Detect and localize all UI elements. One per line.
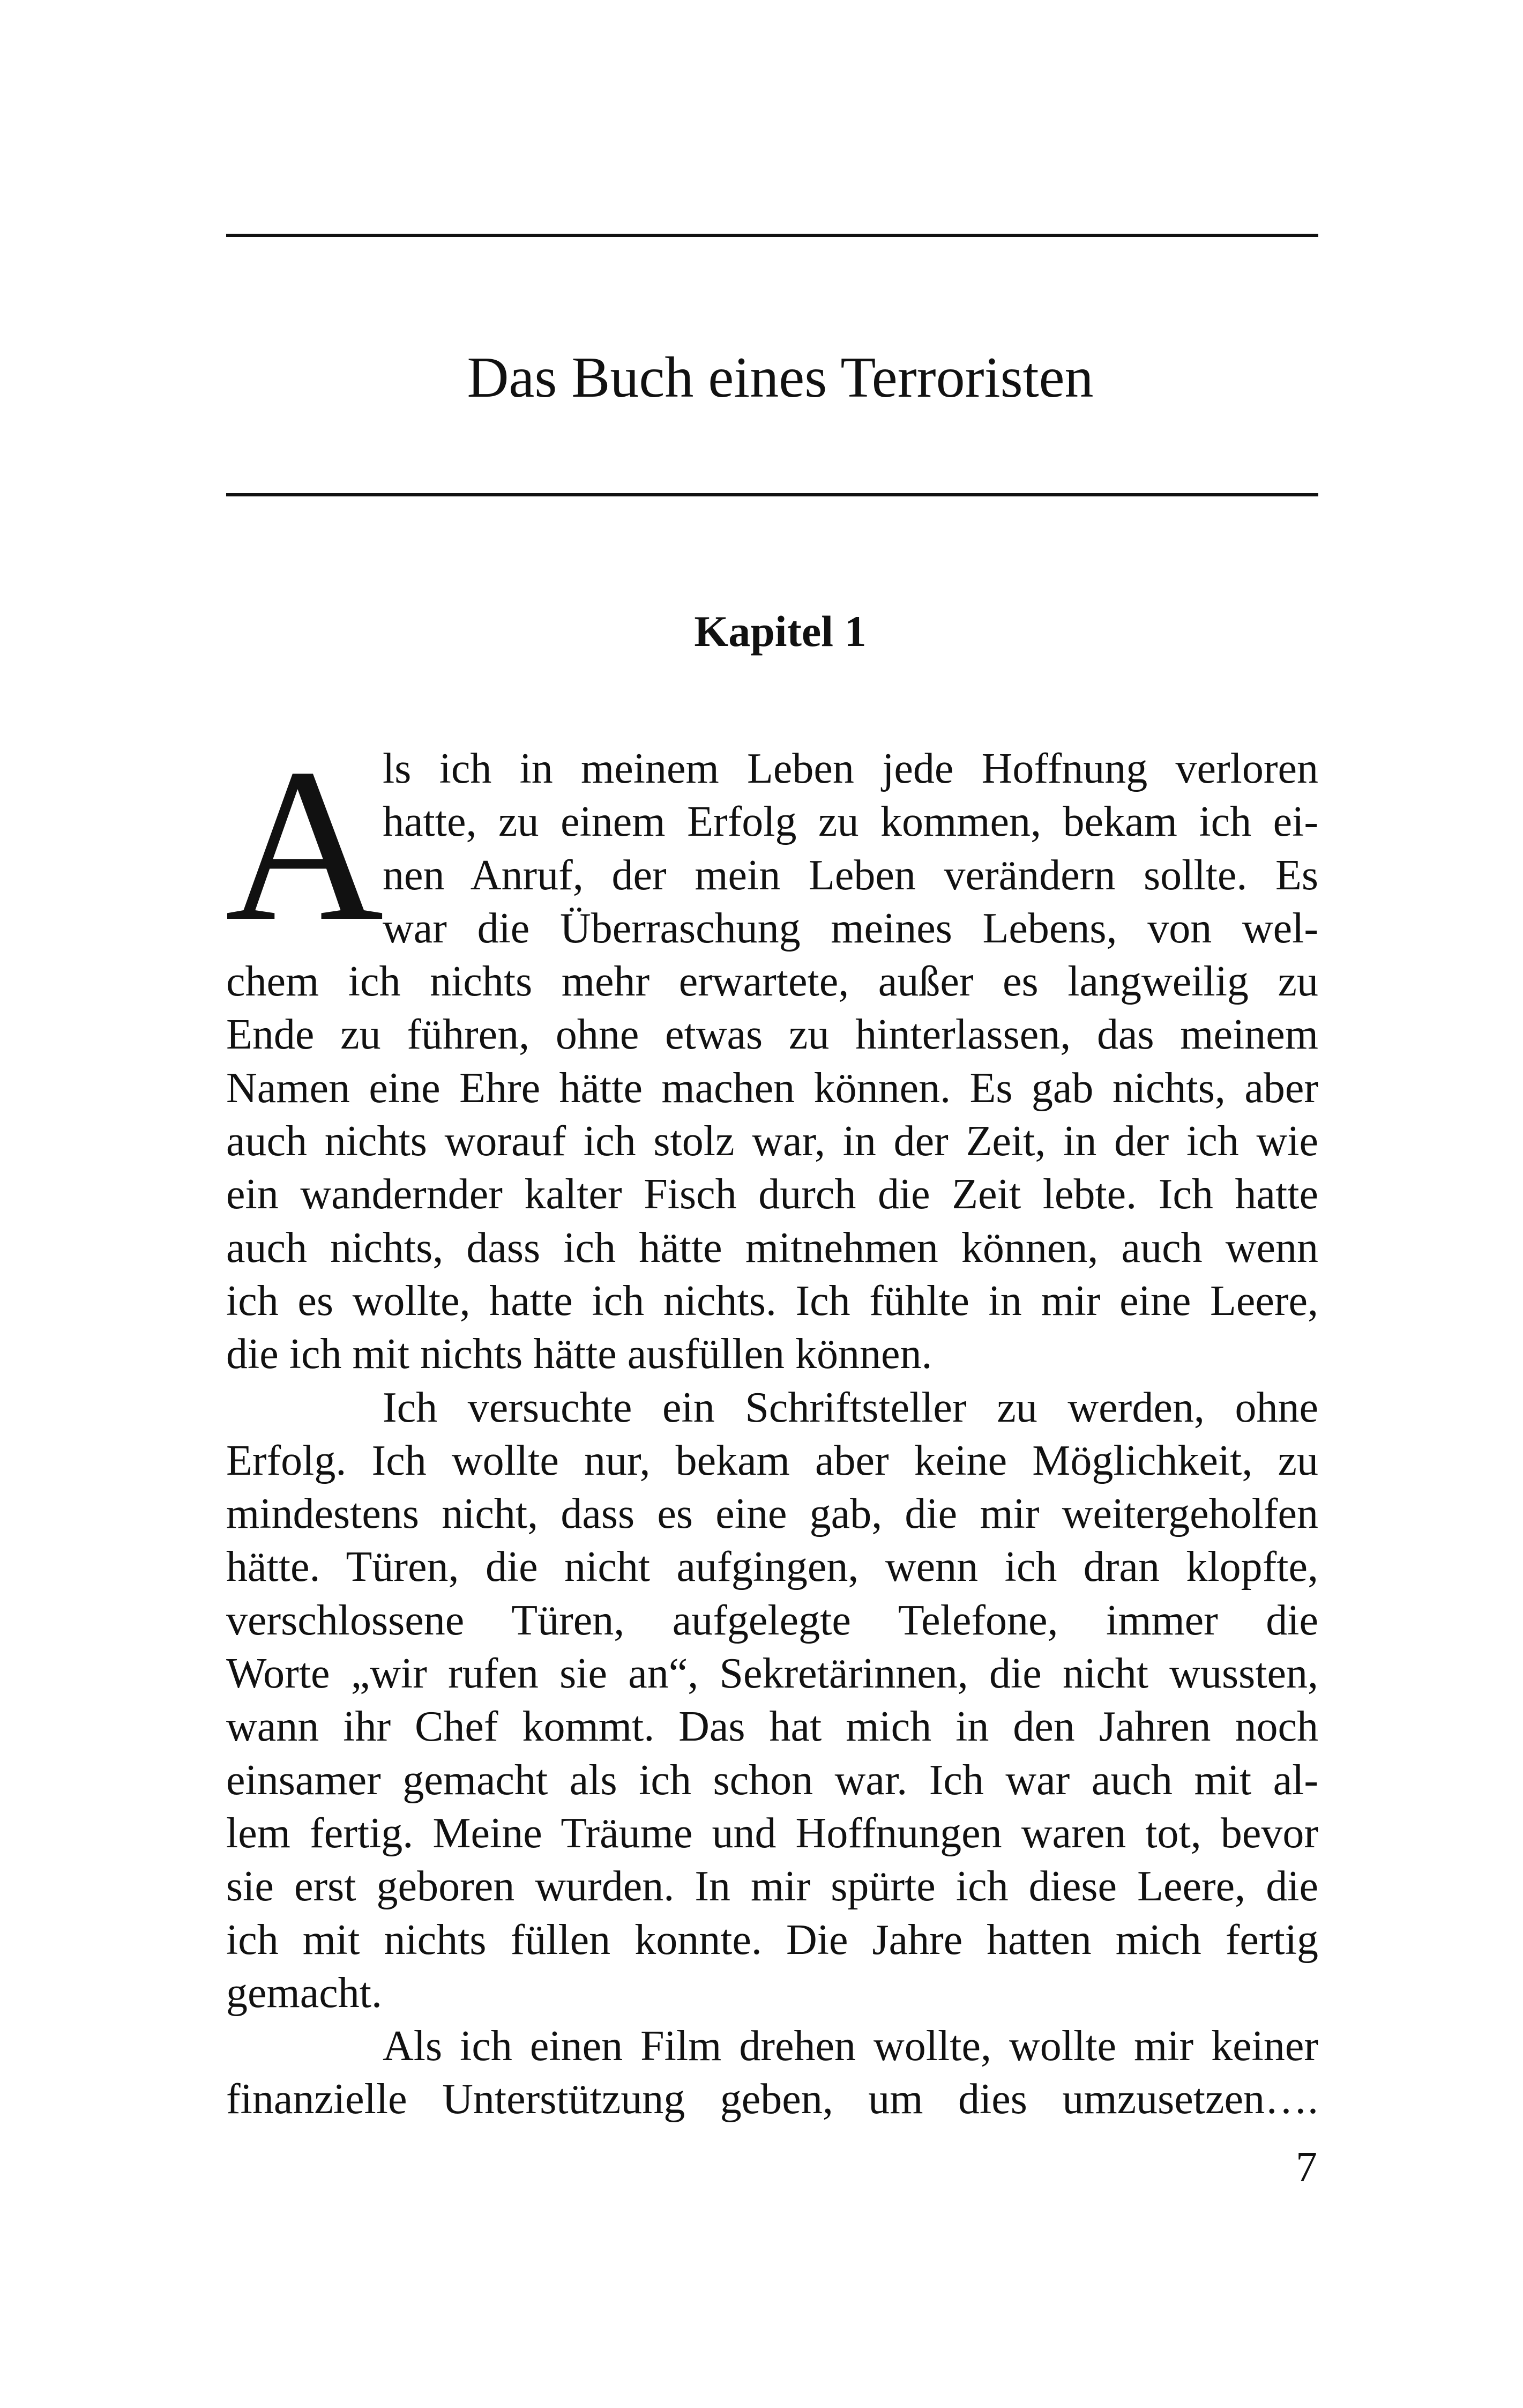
book-title: Das Buch eines Terroristen: [467, 346, 1094, 410]
body-text: [225, 723, 1318, 2127]
text-line: hätte. Türen, die nicht aufgingen, wenn ich dran klopfte,: [226, 1543, 1318, 1591]
drop-cap: A: [225, 723, 384, 967]
text-line: war die Überraschung meines Lebens, von wel-: [383, 904, 1318, 952]
text-line: wann ihr Chef kommt. Das hat mich in den Jahren noch: [226, 1703, 1318, 1751]
text-line: die ich mit nichts hätte ausfüllen können.: [226, 1331, 932, 1378]
text-line: ich mit nichts füllen konnte. Die Jahre hatten mich fertig: [226, 1916, 1318, 1964]
page-number: 7: [1296, 2144, 1317, 2191]
text-line: Ich versuchte ein Schriftsteller zu werden, ohne: [383, 1384, 1318, 1431]
text-line: Worte „wir rufen sie an“, Sekretärinnen, die nicht wussten,: [226, 1650, 1318, 1698]
top-rule: [226, 234, 1318, 237]
text-line: nen Anruf, der mein Leben verändern sollte. Es: [383, 851, 1318, 899]
text-line: ich es wollte, hatte ich nichts. Ich fühlte in mir eine Leere,: [226, 1277, 1318, 1325]
text-line: mindestens nicht, dass es eine gab, die mir weitergeholfen: [226, 1490, 1318, 1538]
chapter-title: Kapitel 1: [694, 607, 867, 656]
text-line: gemacht.: [226, 1969, 382, 2017]
text-line: Namen eine Ehre hätte machen können. Es gab nichts, aber: [226, 1064, 1318, 1112]
text-line: ein wandernder kalter Fisch durch die Zeit lebte. Ich hatte: [226, 1171, 1318, 1218]
text-line: auch nichts worauf ich stolz war, in der Zeit, in der ich wie: [226, 1118, 1318, 1165]
text-line: Als ich einen Film drehen wollte, wollte mir keiner: [383, 2023, 1318, 2070]
text-line: Erfolg. Ich wollte nur, bekam aber keine Möglichkeit, zu: [226, 1437, 1318, 1484]
text-line: ls ich in meinem Leben jede Hoffnung verloren: [383, 745, 1318, 792]
text-line: hatte, zu einem Erfolg zu kommen, bekam ich ei-: [383, 798, 1318, 846]
text-line: auch nichts, dass ich hätte mitnehmen können, auch wenn: [226, 1224, 1318, 1272]
text-line: Ende zu führen, ohne etwas zu hinterlassen, das meinem: [226, 1011, 1318, 1059]
text-line: sie erst geboren wurden. In mir spürte ich diese Leere, die: [226, 1863, 1318, 1911]
text-line: verschlossene Türen, aufgelegte Telefone, immer die: [226, 1596, 1318, 1644]
text-line: lem fertig. Meine Träume und Hoffnungen waren tot, bevor: [226, 1809, 1318, 1857]
text-line: einsamer gemacht als ich schon war. Ich war auch mit al-: [226, 1756, 1318, 1804]
bottom-rule: [226, 493, 1318, 496]
text-line: chem ich nichts mehr erwartete, außer es langweilig zu: [226, 958, 1318, 1006]
text-line: finanzielle Unterstützung geben, um dies umzusetzen….: [226, 2076, 1318, 2123]
